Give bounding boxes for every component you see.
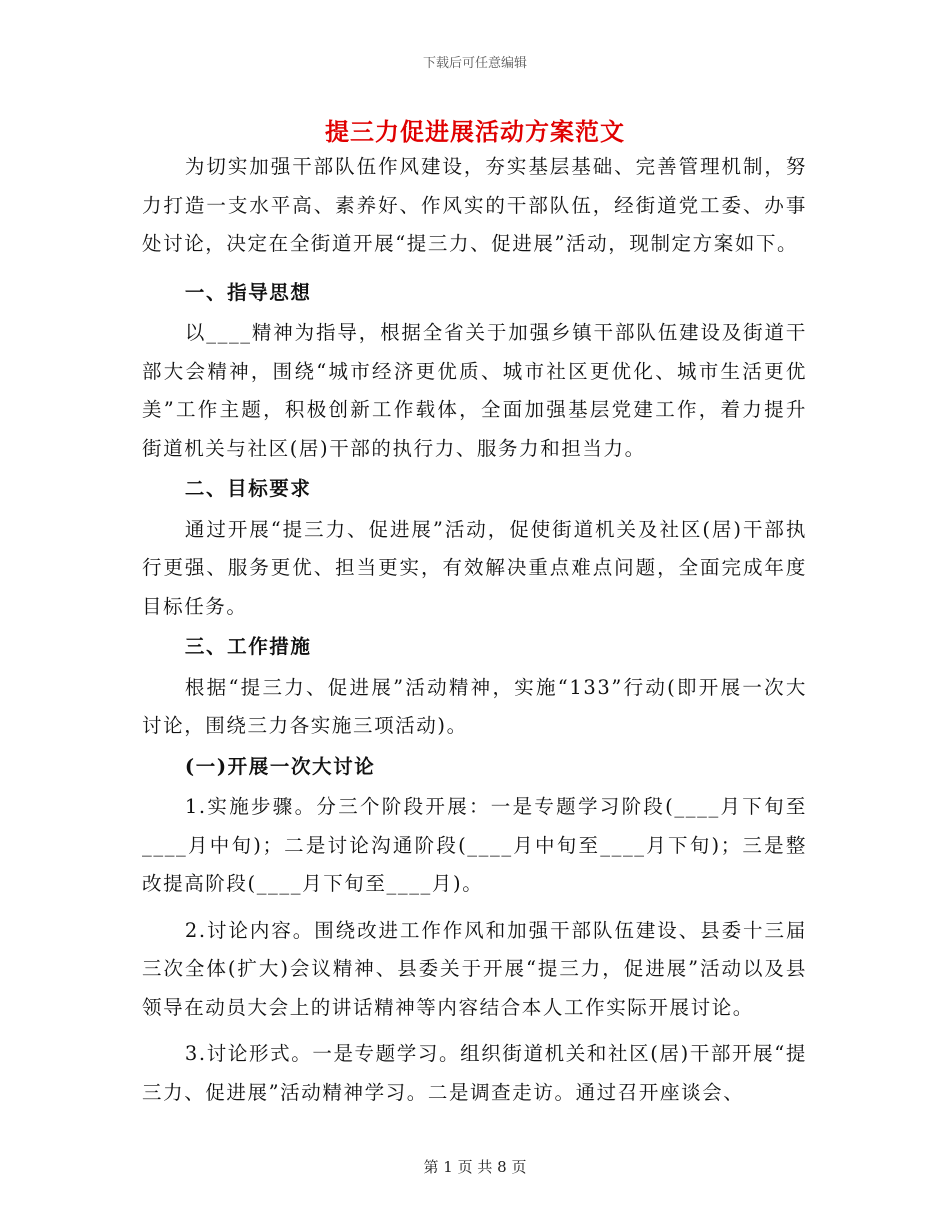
list-item-content: 2.讨论内容。围绕改进工作作风和加强干部队伍建设、县委十三届三次全体(扩大)会议精神、县委关于开展“提三力，促进展”活动以及县领导在动员大会上的讲话精神等内容结合本人工作实际开展讨论。	[142, 918, 807, 1019]
section-heading-measures: 三、工作措施	[184, 635, 312, 658]
page-header-note: 下载后可任意编辑	[422, 56, 527, 71]
section-heading-goals: 二、目标要求	[184, 477, 312, 500]
document-body	[142, 148, 807, 1112]
section-heading-guiding-ideology: 一、指导思想	[184, 280, 312, 304]
page-footer-number: 第 1 页 共 8 页	[423, 1158, 527, 1176]
list-item-form: 3.讨论形式。一是专题学习。组织街道机关和社区(居)干部开展“提三力、促进展”活动精神学习。二是调查走访。通过召开座谈会、	[142, 1042, 807, 1104]
subsection-heading-discussion: (一)开展一次大讨论	[184, 754, 376, 778]
list-item-steps: 1.实施步骤。分三个阶段开展：一是专题学习阶段(____月下旬至____月中旬)；二是讨论沟通阶段(____月中旬至____月下旬)；三是整改提高阶段(____月下旬至____月)。	[142, 795, 807, 895]
section-paragraph-goals: 通过开展“提三力、促进展”活动，促使街道机关及社区(居)干部执行更强、服务更优、担当更实，有效解决重点难点问题，全面完成年度目标任务。	[142, 517, 807, 618]
section-paragraph-measures: 根据“提三力、促进展”活动精神，实施“133”行动(即开展一次大讨论，围绕三力各实施三项活动)。	[142, 675, 807, 737]
document-title: 提三力促进展活动方案范文	[325, 117, 625, 146]
section-paragraph-guiding-ideology: 以____精神为指导，根据全省关于加强乡镇干部队伍建设及街道干部大会精神，围绕“城市经济更优质、城市社区更优化、城市生活更优美”工作主题，积极创新工作载体，全面加强基层党建工作，着力提升街道机关与社区(居)干部的执行力、服务力和担当力。	[142, 321, 807, 460]
intro-paragraph: 为切实加强干部队伍作风建设，夯实基层基础、完善管理机制，努力打造一支水平高、素养好、作风实的干部队伍，经街道党工委、办事处讨论，决定在全街道开展“提三力、促进展”活动，现制定方案如下。	[142, 155, 807, 255]
